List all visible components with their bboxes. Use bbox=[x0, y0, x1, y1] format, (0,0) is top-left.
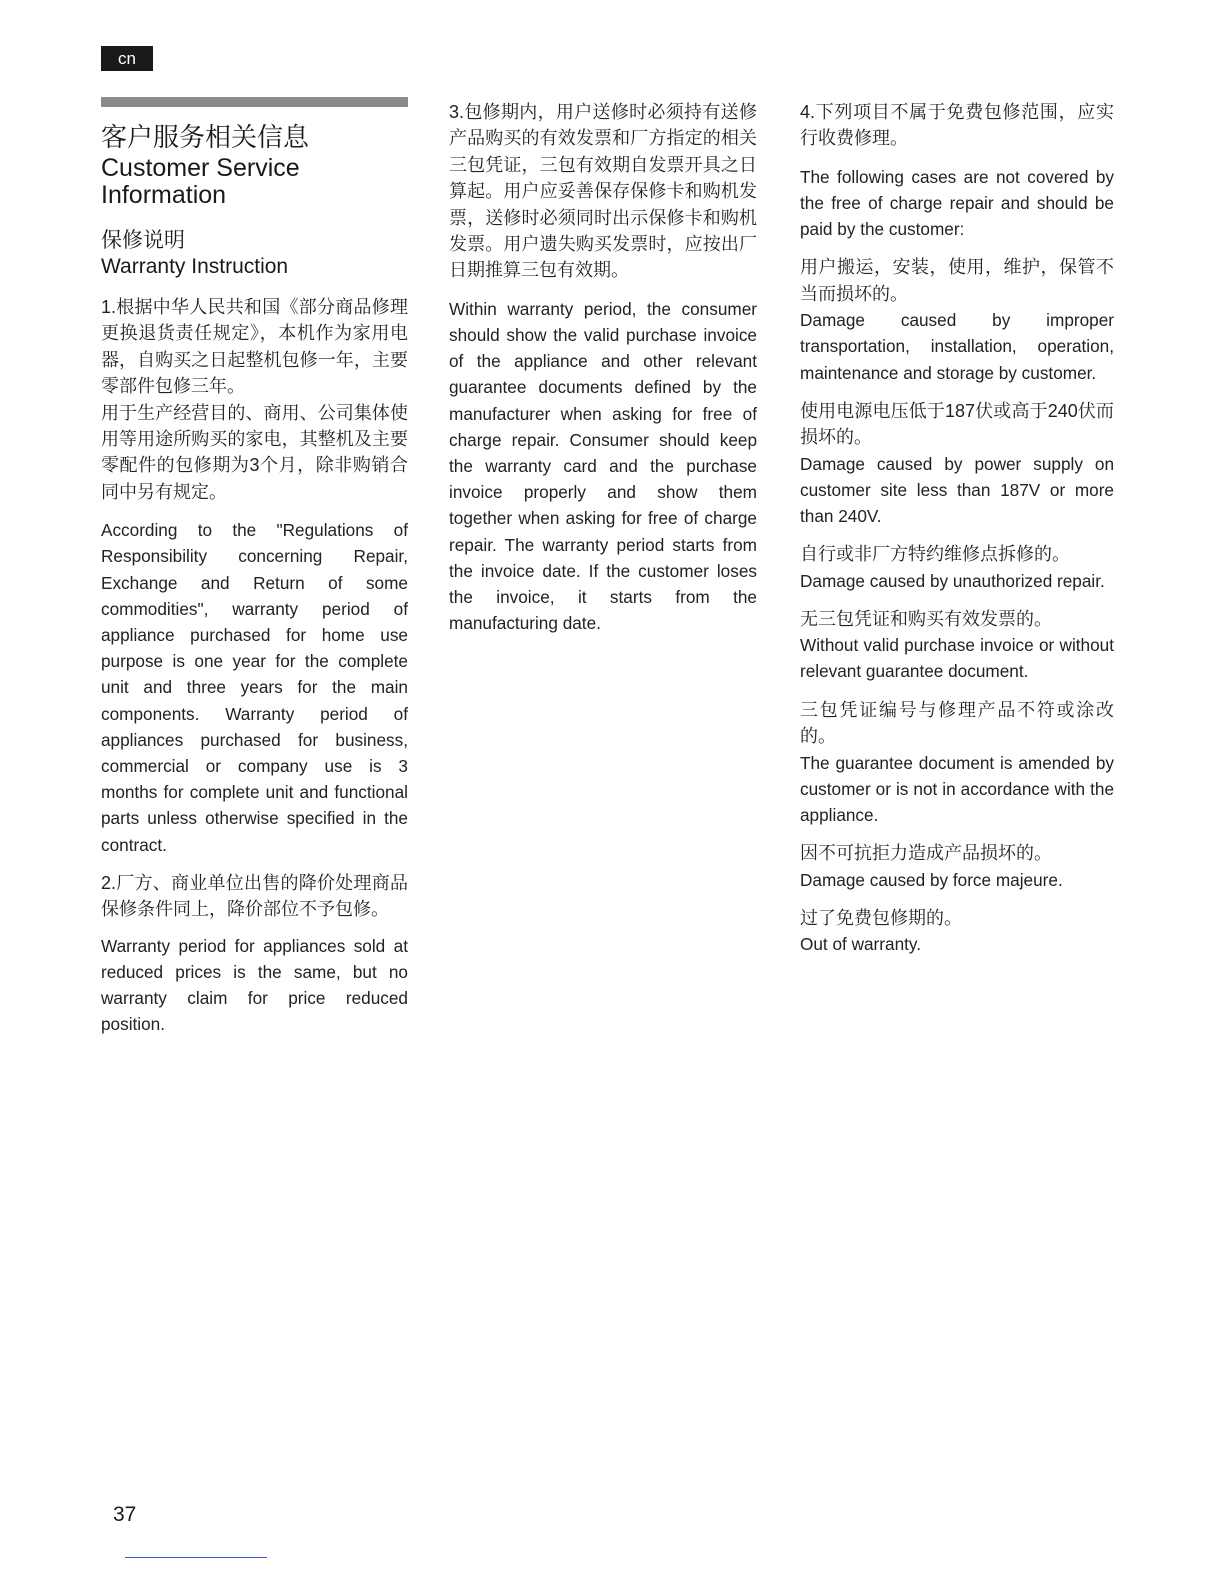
page-title-cn: 客户服务相关信息 bbox=[101, 122, 310, 152]
exclusion-case-en: Damage caused by power supply on customer site less than 187V or more than 240V. bbox=[800, 453, 1114, 527]
exclusion-case bbox=[800, 254, 1114, 385]
exclusion-case-en: Damage caused by force majeure. bbox=[800, 869, 1063, 890]
page-title-en: Customer Service Information bbox=[101, 154, 300, 209]
exclusion-case-en: Damage caused by unauthorized repair. bbox=[800, 570, 1105, 591]
exclusion-case bbox=[800, 606, 1114, 685]
exclusion-case-en: Out of warranty. bbox=[800, 934, 921, 955]
exclusion-case-en: Damage caused by improper transportation, installation, operation, maintenance and storage by customer. bbox=[800, 310, 1114, 383]
item2-paragraph-cn: 2.厂方、商业单位出售的降价处理商品保修条件同上，降价部位不予包修。 bbox=[101, 872, 408, 920]
item1-paragraph-cn-b: 用于生产经营目的、商用、公司集体使用等用途所购买的家电，其整机及主要零配件的包修期为3个月，除非购销合同中另有规定。 bbox=[101, 402, 408, 502]
item3-paragraph-en: Within warranty period, the consumer should show the valid purchase invoice of the appliance and other relevant guarantee documents defined by the manufacturer when asking for free of charge repair. Consumer should keep the warranty card and the purchase invoice properly and show them together when asking for free of charge repair. The warranty period starts from the invoice date. If the customer loses the invoice, it starts from the manufacturing date. bbox=[449, 298, 757, 634]
page-number: 37 bbox=[113, 1503, 137, 1526]
exclusion-case-cn: 过了免费包修期的。 bbox=[800, 907, 962, 928]
subtitle-cn: 保修说明 bbox=[101, 229, 185, 252]
exclusion-case-cn: 使用电源电压低于187伏或高于240伏而损坏的。 bbox=[800, 400, 1114, 448]
exclusion-case-en: The guarantee document is amended by customer or is not in accordance with the appliance. bbox=[800, 752, 1114, 825]
exclusion-case-cn: 无三包凭证和购买有效发票的。 bbox=[800, 608, 1052, 629]
column-left bbox=[101, 97, 408, 1038]
item4-paragraph-cn: 4.下列项目不属于免费包修范围，应实行收费修理。 bbox=[800, 102, 1114, 149]
footer-rule bbox=[125, 1557, 267, 1558]
exclusion-case bbox=[800, 541, 1114, 594]
language-tag: cn bbox=[101, 46, 153, 71]
section-divider-bar bbox=[101, 97, 408, 107]
exclusion-case-cn: 自行或非厂方特约维修点拆修的。 bbox=[800, 544, 1070, 565]
exclusion-case-en: Without valid purchase invoice or without relevant guarantee document. bbox=[800, 635, 1114, 682]
exclusion-case bbox=[800, 840, 1114, 893]
item1-paragraph-cn-a: 1.根据中华人民共和国《部分商品修理更换退货责任规定》，本机作为家用电器，自购买之日起整机包修一年，主要零部件包修三年。 bbox=[101, 297, 408, 397]
item4-paragraph-en: The following cases are not covered by the free of charge repair and should be paid by the customer: bbox=[800, 166, 1114, 240]
item3-paragraph-cn: 3.包修期内，用户送修时必须持有送修产品购买的有效发票和厂方指定的相关三包凭证，三包有效期自发票开具之日算起。用户应妥善保存保修卡和购机发票，送修时必须同时出示保修卡和购机发票。用户遗失购买发票时，应按出厂日期推算三包有效期。 bbox=[449, 102, 757, 281]
item2-paragraph-en: Warranty period for appliances sold at reduced prices is the same, but no warranty claim for price reduced position. bbox=[101, 935, 408, 1035]
subtitle-en: Warranty Instruction bbox=[101, 255, 289, 278]
exclusion-case-cn: 三包凭证编号与修理产品不符或涂改的。 bbox=[800, 699, 1114, 747]
exclusion-case bbox=[800, 697, 1114, 828]
item1-paragraph-en: According to the "Regulations of Responsibility concerning Repair, Exchange and Return of some commodities", warranty period of appliance purchased for home use purpose is one year for the complete unit and three years for the main components. Warranty period of appliances purchased for business, commercial or company use is 3 months for complete unit and functional parts unless otherwise specified in the contract. bbox=[101, 520, 408, 855]
exclusion-case-cn: 因不可抗拒力造成产品损坏的。 bbox=[800, 843, 1052, 864]
column-right bbox=[800, 99, 1114, 957]
exclusion-case bbox=[800, 905, 1114, 958]
exclusion-case bbox=[800, 398, 1114, 529]
column-middle bbox=[449, 99, 757, 636]
exclusion-case-cn: 用户搬运，安装，使用，维护，保管不当而损坏的。 bbox=[800, 257, 1114, 304]
